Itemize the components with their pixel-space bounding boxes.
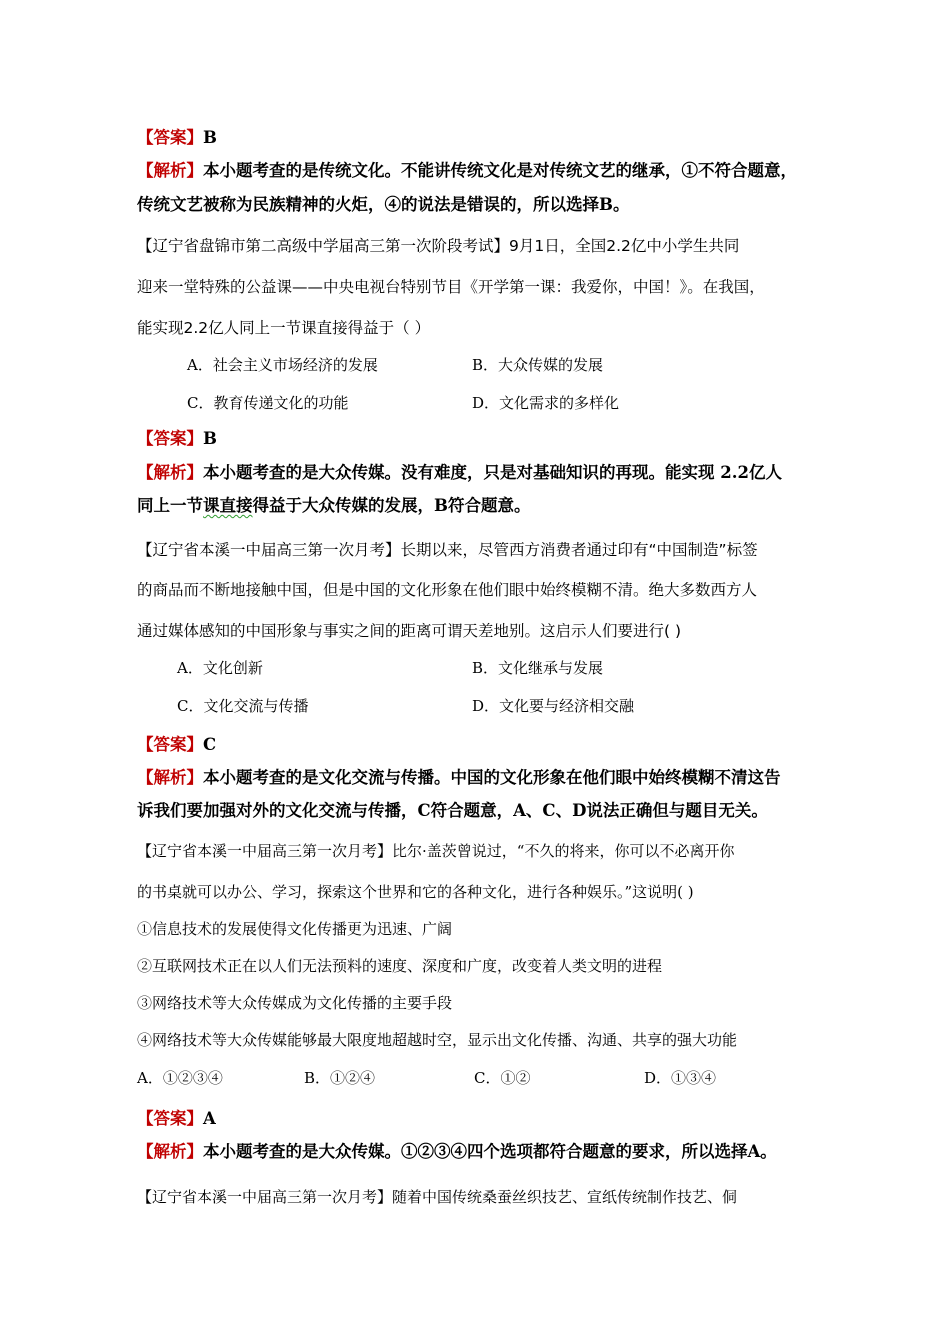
- answer-label: 【答案】: [137, 429, 203, 448]
- option-b: B．大众传媒的发展: [472, 356, 604, 374]
- analysis-label: 【解析】: [137, 161, 203, 180]
- analysis-text: 本小题考查的是大众传媒。①②③④四个选项都符合题意的要求，所以选择A。: [203, 1142, 777, 1161]
- option-b: B．文化继承与发展: [472, 659, 604, 677]
- question-stem-line: 能实现2.2亿人同上一节课直接得益于（ ）: [137, 319, 431, 337]
- question-stem-line: 的商品而不断地接触中国，但是中国的文化形象在他们眼中始终模糊不清。绝大多数西方人: [137, 581, 758, 599]
- answer-line-2: [137, 425, 217, 449]
- answer-value: B: [203, 128, 217, 147]
- answer-label: 【答案】: [137, 735, 203, 754]
- option-a: A．社会主义市场经济的发展: [187, 356, 378, 374]
- option-c: C．教育传递文化的功能: [187, 394, 349, 412]
- statement-item: ③网络技术等大众传媒成为文化传播的主要手段: [137, 994, 453, 1012]
- answer-value: B: [203, 429, 217, 448]
- analysis-line: [137, 459, 782, 483]
- answer-line-1: [137, 124, 217, 148]
- analysis-line: 诉我们要加强对外的文化交流与传播，C符合题意，A、C、D说法正确但与题目无关。: [137, 801, 768, 820]
- statement-item: ④网络技术等大众传媒能够最大限度地超越时空，显示出文化传播、沟通、共享的强大功能: [137, 1031, 738, 1049]
- answer-value: A: [203, 1109, 216, 1128]
- analysis-line: [137, 764, 781, 788]
- answer-line-3: [137, 731, 216, 755]
- question-stem-line: 【辽宁省本溪一中届高三第一次月考】随着中国传统桑蚕丝织技艺、宣纸传统制作技艺、侗: [137, 1188, 738, 1206]
- option-c: C．文化交流与传播: [177, 697, 309, 715]
- analysis-text: 本小题考查的是大众传媒。没有难度，只是对基础知识的再现。能实现 2.2亿人: [203, 463, 782, 482]
- answer-label: 【答案】: [137, 128, 203, 147]
- question-stem-line: 【辽宁省本溪一中届高三第一次月考】长期以来，尽管西方消费者通过印有“中国制造”标签: [137, 541, 758, 559]
- question-stem-line: 【辽宁省本溪一中届高三第一次月考】比尔·盖茨曾说过，“不久的将来，你可以不必离开你: [137, 842, 735, 860]
- option-d: D．文化要与经济相交融: [472, 697, 635, 715]
- answer-value: C: [203, 735, 217, 754]
- analysis-label: 【解析】: [137, 1142, 203, 1161]
- analysis-text: 得益于大众传媒的发展，B符合题意。: [252, 496, 531, 515]
- analysis-text: 同上一节: [137, 496, 203, 515]
- analysis-text: 本小题考查的是传统文化。不能讲传统文化是对传统文艺的继承，①不符合题意，: [203, 161, 797, 180]
- spellcheck-underline: 课直接: [203, 496, 253, 515]
- question-stem-line: 的书桌就可以办公、学习，探索这个世界和它的各种文化，进行各种娱乐。”这说明( ): [137, 883, 694, 901]
- option-a: A．①②③④: [137, 1069, 223, 1087]
- answer-line-4: [137, 1105, 216, 1129]
- option-c: C．①②: [474, 1069, 531, 1087]
- analysis-label: 【解析】: [137, 768, 203, 787]
- analysis-label: 【解析】: [137, 463, 203, 482]
- analysis-text: 本小题考查的是文化交流与传播。中国的文化形象在他们眼中始终模糊不清这告: [203, 768, 781, 787]
- question-stem-line: 通过媒体感知的中国形象与事实之间的距离可谓天差地别。这启示人们要进行( ): [137, 622, 682, 640]
- question-stem-line: 【辽宁省盘锦市第二高级中学届高三第一次阶段考试】9月1日，全国2.2亿中小学生共同: [137, 237, 740, 255]
- statement-item: ①信息技术的发展使得文化传播更为迅速、广阔: [137, 920, 453, 938]
- statement-item: ②互联网技术正在以人们无法预料的速度、深度和广度，改变着人类文明的进程: [137, 957, 663, 975]
- option-b: B．①②④: [304, 1069, 376, 1087]
- option-a: A．文化创新: [177, 659, 263, 677]
- question-stem-line: 迎来一堂特殊的公益课——中央电视台特别节目《开学第一课：我爱你，中国！》。在我国，: [137, 278, 765, 296]
- analysis-line: [137, 492, 530, 516]
- option-d: D．文化需求的多样化: [472, 394, 620, 412]
- analysis-line: [137, 1138, 777, 1162]
- answer-label: 【答案】: [137, 1109, 203, 1128]
- analysis-line: [137, 157, 797, 181]
- analysis-line: 传统文艺被称为民族精神的火炬，④的说法是错误的，所以选择B。: [137, 195, 630, 214]
- option-d: D．①③④: [644, 1069, 717, 1087]
